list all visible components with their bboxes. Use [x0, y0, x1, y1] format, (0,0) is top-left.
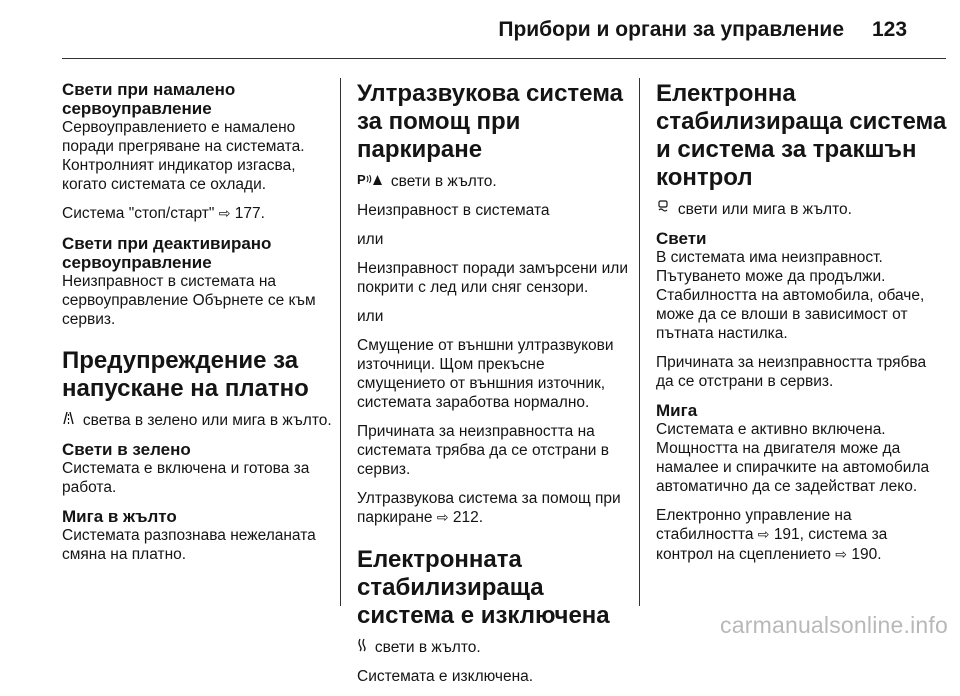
- paragraph: Системата разпознава нежеланата смяна на платно.: [62, 527, 316, 563]
- ref-text: Ултразвукова система за помощ при паркиране: [357, 490, 621, 526]
- paragraph: В системата има неизправност. Пътуването може да продължи. Стабилността на автомобила, обаче, може да се влоши в зависимост от пътната настилка.: [656, 249, 925, 342]
- ref-page[interactable]: 177.: [234, 205, 265, 222]
- paragraph-with-ref: [62, 204, 332, 224]
- section-heading: Свети: [656, 229, 707, 248]
- section-title: Електронната стабилизираща система е изключена: [357, 546, 610, 629]
- paragraph: [656, 200, 948, 219]
- section-heading: Мига: [656, 401, 698, 420]
- paragraph: или: [357, 308, 384, 325]
- paragraph: Неизправност поради замърсени или покрити с лед или сняг сензори.: [357, 260, 628, 296]
- paragraph: Сервоуправлението е намалено поради прегряване на системата. Контролният индикатор изгасва, когато системата се охлади.: [62, 119, 305, 193]
- paragraph: Системата е активно включена. Мощността на двигателя може да намалее и спирачките на автомобила автоматично да се задействат леко.: [656, 421, 930, 495]
- section-heading: Свети при деактивирано сервоуправление: [62, 234, 272, 272]
- section-heading: Мига в жълто: [62, 507, 177, 526]
- column-3: [656, 80, 948, 575]
- section-title: Ултразвукова система за помощ при паркиране: [357, 80, 623, 163]
- section-title: Предупреждение за напускане на платно: [62, 347, 309, 402]
- column-divider-2: [639, 78, 640, 606]
- paragraph: Причината за неизправността на системата трябва да се отстрани в сервиз.: [357, 423, 609, 478]
- section-heading: Свети в зелено: [62, 440, 191, 459]
- column-divider-1: [340, 78, 341, 606]
- paragraph: Причината за неизправността трябва да се отстрани в сервиз.: [656, 354, 927, 390]
- page-ref-arrow-icon: ⇨: [436, 510, 449, 526]
- paragraph: [357, 638, 629, 657]
- paragraph: [62, 411, 332, 430]
- esc-off-icon: [357, 639, 371, 655]
- paragraph-with-ref: [656, 506, 948, 565]
- page-ref-arrow-icon: ⇨: [835, 547, 848, 563]
- section-heading: Свети при намалено сервоуправление: [62, 80, 236, 118]
- column-2: [357, 80, 629, 696]
- paragraph: Системата е изключена.: [357, 668, 534, 685]
- header-divider: [62, 58, 946, 59]
- ref-page[interactable]: 191, система за контрол на сцеплението: [656, 526, 888, 563]
- icon-description: свети в жълто.: [374, 639, 481, 656]
- icon-description: светва в зелено или мига в жълто.: [82, 412, 332, 429]
- page-ref-arrow-icon: ⇨: [218, 206, 231, 222]
- section-title: Електронна стабилизираща система и система за тракшън контрол: [656, 80, 947, 191]
- ref-text: Електронно управление на стабилността: [656, 507, 852, 543]
- icon-description: свети или мига в жълто.: [677, 201, 852, 218]
- page-number: 123: [872, 18, 908, 41]
- paragraph: Неизправност в системата на сервоуправление Обърнете се към сервиз.: [62, 273, 316, 328]
- column-1: [62, 80, 332, 574]
- esc-icon: [656, 201, 674, 217]
- ref-page[interactable]: 212.: [452, 509, 484, 526]
- paragraph: Неизправност в системата: [357, 202, 550, 219]
- page-header-title: Прибори и органи за управление: [498, 18, 844, 41]
- lane-departure-icon: [62, 412, 79, 428]
- icon-description: свети в жълто.: [390, 173, 497, 190]
- ref-page[interactable]: 190.: [851, 546, 882, 563]
- parking-assist-icon: [357, 173, 387, 189]
- page-ref-arrow-icon: ⇨: [757, 527, 770, 543]
- paragraph: [357, 172, 629, 191]
- paragraph: Смущение от външни ултразвукови източници. Щом прекъсне смущението от външния източник, системата заработва нормално.: [357, 337, 614, 411]
- ref-text: Система "стоп/старт": [62, 205, 215, 222]
- watermark: carmanualsonline.info: [720, 612, 948, 638]
- paragraph: или: [357, 231, 384, 248]
- paragraph: Системата е включена и готова за работа.: [62, 460, 310, 496]
- svg-text:P: P: [357, 172, 366, 186]
- paragraph-with-ref: [357, 489, 629, 528]
